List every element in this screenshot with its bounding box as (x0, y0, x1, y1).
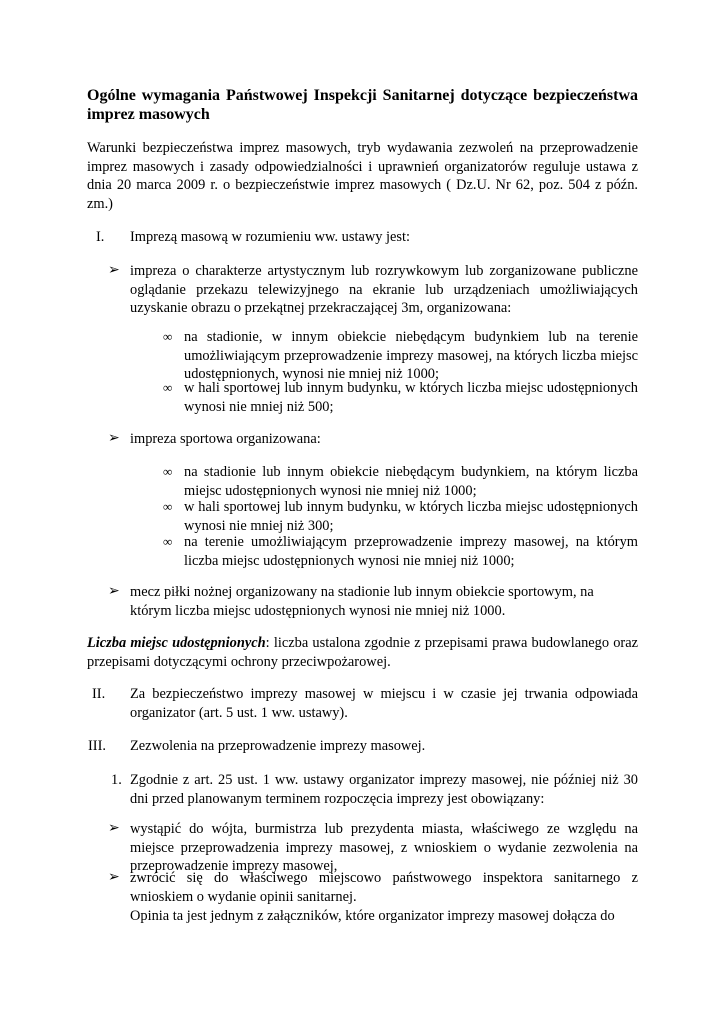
definition-text: liczba ustalona zgodnie z przepisami prawa budowlanego oraz przepisami dotyczącymi ochrony przeciwpożarowej. (87, 635, 639, 670)
closing-line: Opinia ta jest jednym z załączników, które organizator imprezy masowej dołącza do (130, 908, 615, 924)
item-1-text: Zgodnie z art. 25 ust. 1 ww. ustawy organizator imprezy masowej, nie później niż 30 dni przed planowanym terminem rozpoczęcia imprezy jest obowiązany: (130, 772, 638, 807)
section-3-number: III. (88, 738, 106, 754)
bullet-2-sub-2: w hali sportowej lub innym budynku, w których liczba miejsc udostępnionych wynosi nie mniej niż 300; (184, 499, 638, 534)
item-1-number: 1. (111, 772, 122, 788)
bullet-2-sub-3: na terenie umożliwiającym przeprowadzenie imprezy masowej, na którym liczba miejsc udostępnionych wynosi nie mniej niż 1000; (184, 534, 638, 569)
section-1-heading: Imprezą masową w rozumieniu ww. ustawy jest: (130, 229, 411, 245)
infinity-bullet-icon: ∞ (163, 464, 173, 479)
infinity-bullet-icon: ∞ (163, 329, 173, 344)
bullet-arrow-icon: ➢ (108, 870, 120, 885)
bullet-2-text: impreza sportowa organizowana: (130, 431, 321, 447)
section-3-heading: Zezwolenia na przeprowadzenie imprezy masowej. (130, 738, 426, 754)
document-title: Ogólne wymagania Państwowej Inspekcji Sanitarnej dotyczące bezpieczeństwa imprez masowych (87, 87, 638, 123)
bullet-arrow-icon: ➢ (108, 584, 120, 599)
infinity-bullet-icon: ∞ (163, 499, 173, 514)
definition-paragraph (87, 634, 638, 671)
infinity-bullet-icon: ∞ (163, 534, 173, 549)
bullet-arrow-icon: ➢ (108, 263, 120, 278)
bullet-arrow-icon: ➢ (108, 431, 120, 446)
infinity-bullet-icon: ∞ (163, 380, 173, 395)
bullet-1-sub-1: na stadionie, w innym obiekcie niebędącym budynkiem lub na terenie umożliwiającym przeprowadzenie imprezy masowej, na których liczba miejsc udostępnionych, wynosi nie mniej niż 1000; (184, 329, 638, 382)
item-1-bullet-2: zwrócić się do właściwego miejscowo państwowego inspektora sanitarnego z wnioskiem o wydanie opinii sanitarnej. (130, 870, 638, 905)
item-1-bullet-1: wystąpić do wójta, burmistrza lub prezydenta miasta, właściwego ze względu na miejsce przeprowadzenia imprezy masowej, z wnioskiem o wydanie zezwolenia na przeprowadzenie imprezy masowej, (130, 821, 638, 874)
section-1-number: I. (96, 229, 105, 245)
bullet-2-sub-1: na stadionie lub innym obiekcie niebędącym budynkiem, na którym liczba miejsc udostępnionych wynosi nie mniej niż 1000; (184, 464, 638, 499)
bullet-1-text: impreza o charakterze artystycznym lub rozrywkowym lub zorganizowane publiczne oglądanie przekazu telewizyjnego na ekranie lub urządzeniach umożliwiających uzyskanie obrazu o przekątnej przekraczającej 3m, organizowana: (130, 263, 638, 316)
bullet-1-sub-2: w hali sportowej lub innym budynku, w których liczba miejsc udostępnionych wynosi nie mniej niż 500; (184, 380, 638, 415)
section-2-text: Za bezpieczeństwo imprezy masowej w miejscu i w czasie jej trwania odpowiada organizator (art. 5 ust. 1 ww. ustawy). (130, 686, 638, 721)
section-2-number: II. (92, 686, 106, 702)
intro-paragraph: Warunki bezpieczeństwa imprez masowych, tryb wydawania zezwoleń na przeprowadzenie imprez masowych i zasady odpowiedzialności i uprawnień organizatorów reguluje ustawa z dnia 20 marca 2009 r. o bezpieczeństwie imprez masowych ( Dz.U. Nr 62, poz. 504 z późn. zm.) (87, 140, 638, 212)
bullet-arrow-icon: ➢ (108, 821, 120, 836)
definition-term: Liczba miejsc udostępnionych (87, 635, 266, 651)
definition-colon: : (265, 635, 270, 651)
bullet-3-text: mecz piłki nożnej organizowany na stadionie lub innym obiekcie sportowym, na którym liczba miejsc udostępnionych wynosi nie mniej niż 1000. (130, 584, 594, 619)
